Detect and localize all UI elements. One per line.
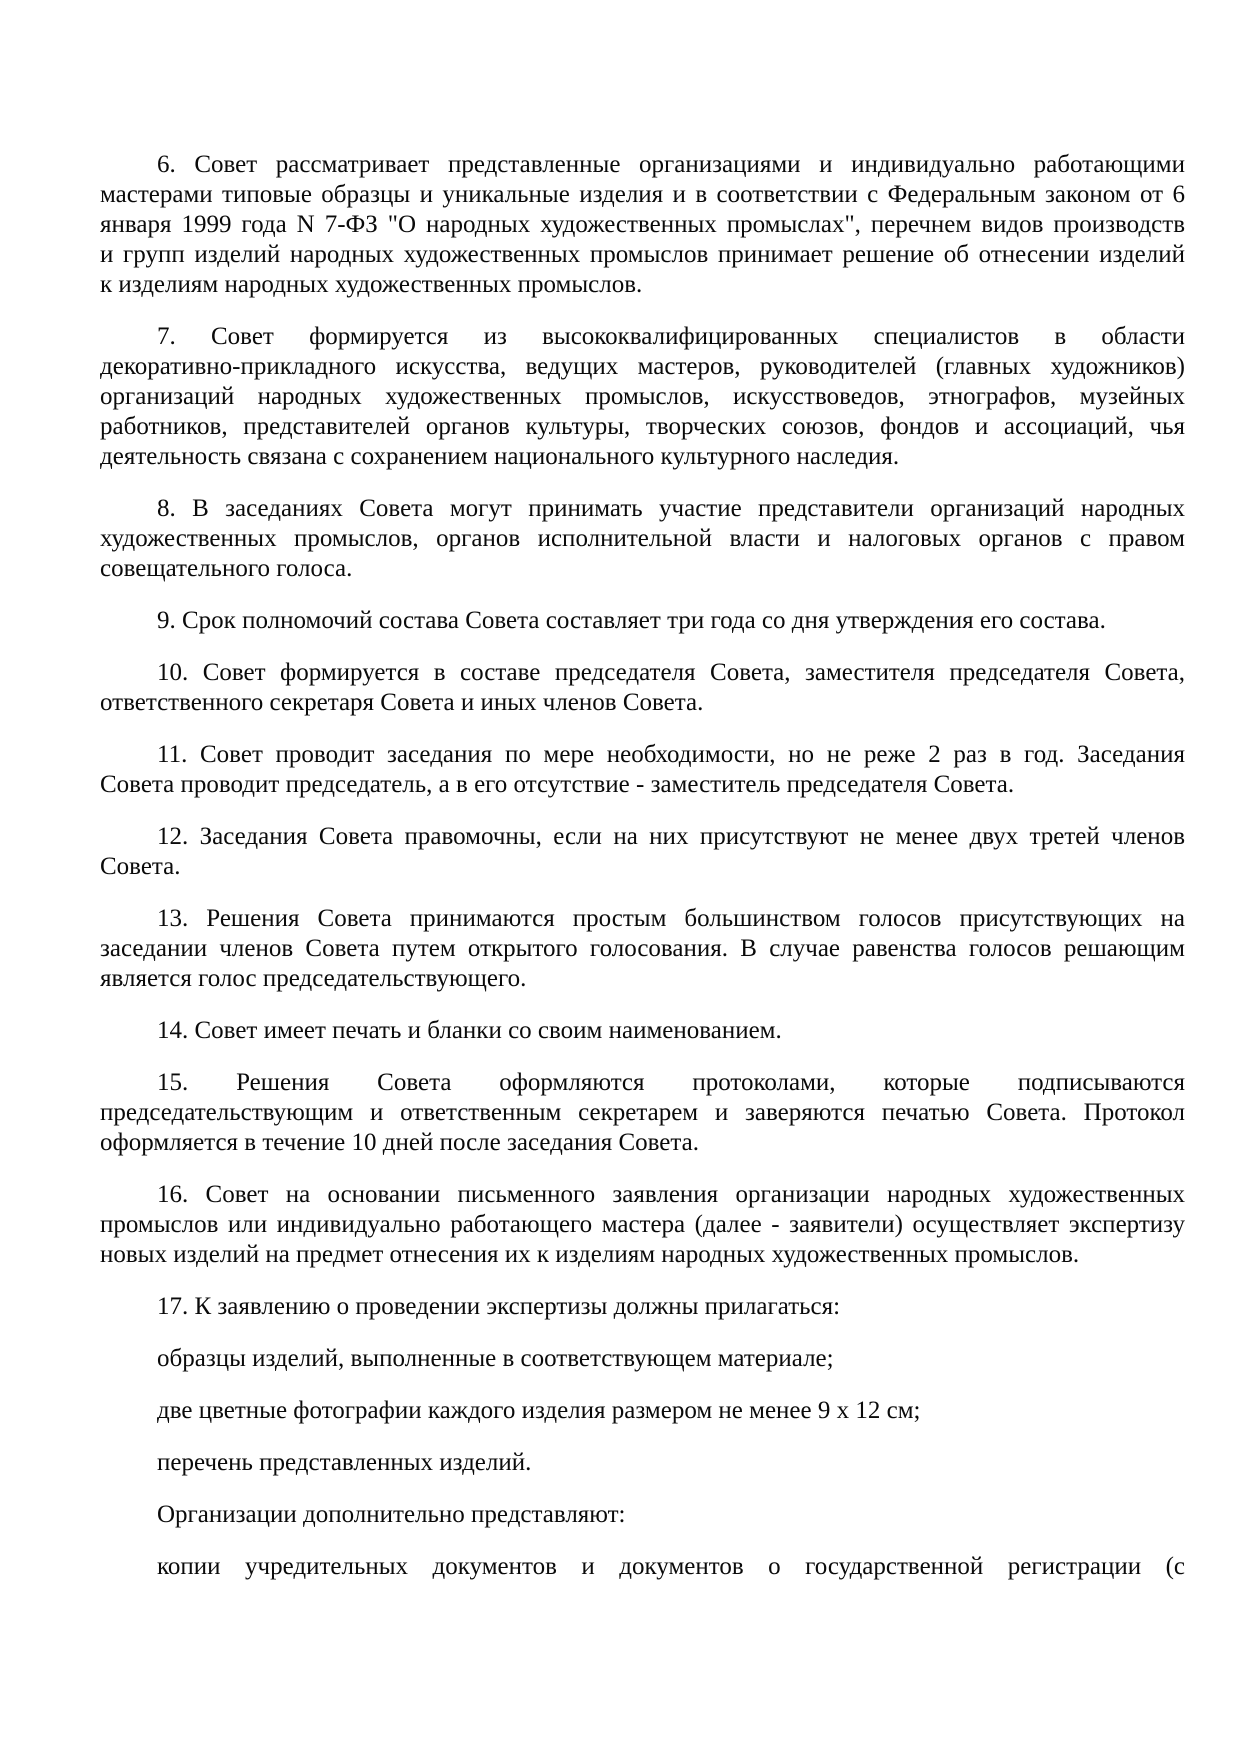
text-line: заседании членов Совета путем открытого голосования. В случае равенства голосов решающим: [100, 935, 1185, 962]
paragraph: [100, 1344, 1185, 1374]
text-line: промыслов или индивидуально работающего мастера (далее - заявители) осуществляет экспертизу: [100, 1211, 1185, 1238]
text-line: 6. Совет рассматривает представленные организациями и индивидуально работающими: [157, 151, 1185, 178]
text-line: 15. Решения Совета оформляются протоколами, которые подписываются: [157, 1069, 1185, 1096]
paragraph: [100, 606, 1185, 636]
text-line: совещательного голоса.: [100, 555, 353, 582]
paragraph: [100, 1068, 1185, 1158]
text-line: 16. Совет на основании письменного заявления организации народных художественных: [157, 1181, 1185, 1208]
text-line: 10. Совет формируется в составе председателя Совета, заместителя председателя Совета,: [157, 659, 1185, 686]
text-line: копии учредительных документов и документов о государственной регистрации (с: [157, 1553, 1185, 1580]
paragraph: [100, 1292, 1185, 1322]
text-line: 17. К заявлению о проведении экспертизы должны прилагаться:: [157, 1293, 841, 1320]
paragraph: [100, 740, 1185, 800]
text-line: 9. Срок полномочий состава Совета составляет три года со дня утверждения его состава.: [157, 607, 1106, 634]
text-line: является голос председательствующего.: [100, 965, 527, 992]
text-line: организаций народных художественных промыслов, искусствоведов, этнографов, музейных: [100, 383, 1185, 410]
text-line: ответственного секретаря Совета и иных членов Совета.: [100, 689, 704, 716]
text-line: к изделиям народных художественных промыслов.: [100, 271, 643, 298]
text-line: образцы изделий, выполненные в соответствующем материале;: [157, 1345, 834, 1372]
document-body: [100, 150, 1185, 1582]
paragraph: [100, 1180, 1185, 1270]
paragraph: [100, 822, 1185, 882]
text-line: 8. В заседаниях Совета могут принимать участие представители организаций народных: [157, 495, 1185, 522]
paragraph: [100, 904, 1185, 994]
text-line: января 1999 года N 7-ФЗ "О народных художественных промыслах", перечнем видов производств: [100, 211, 1185, 238]
text-line: Совета проводит председатель, а в его отсутствие - заместитель председателя Совета.: [100, 771, 1015, 798]
text-line: 11. Совет проводит заседания по мере необходимости, но не реже 2 раз в год. Заседания: [157, 741, 1185, 768]
text-line: работников, представителей органов культуры, творческих союзов, фондов и ассоциаций, чья: [100, 413, 1185, 440]
text-line: 14. Совет имеет печать и бланки со своим наименованием.: [157, 1017, 782, 1044]
text-line: мастерами типовые образцы и уникальные изделия и в соответствии с Федеральным законом от 6: [100, 181, 1185, 208]
text-line: 7. Совет формируется из высококвалифицированных специалистов в области: [157, 323, 1185, 350]
text-line: и групп изделий народных художественных промыслов принимает решение об отнесении изделий: [100, 241, 1185, 268]
text-line: председательствующим и ответственным секретарем и заверяются печатью Совета. Протокол: [100, 1099, 1185, 1126]
text-line: Совета.: [100, 853, 181, 880]
paragraph: [100, 1552, 1185, 1582]
text-line: деятельность связана с сохранением национального культурного наследия.: [100, 443, 900, 470]
text-line: 13. Решения Совета принимаются простым большинством голосов присутствующих на: [157, 905, 1185, 932]
text-line: новых изделий на предмет отнесения их к изделиям народных художественных промыслов.: [100, 1241, 1080, 1268]
paragraph: [100, 322, 1185, 472]
paragraph: [100, 150, 1185, 300]
text-line: две цветные фотографии каждого изделия размером не менее 9 х 12 см;: [157, 1397, 921, 1424]
text-line: Организации дополнительно представляют:: [157, 1501, 626, 1528]
paragraph: [100, 1396, 1185, 1426]
paragraph: [100, 658, 1185, 718]
text-line: оформляется в течение 10 дней после заседания Совета.: [100, 1129, 699, 1156]
paragraph: [100, 494, 1185, 584]
paragraph: [100, 1500, 1185, 1530]
text-line: декоративно-прикладного искусства, ведущих мастеров, руководителей (главных художников): [100, 353, 1185, 380]
paragraph: [100, 1448, 1185, 1478]
text-line: перечень представленных изделий.: [157, 1449, 532, 1476]
paragraph: [100, 1016, 1185, 1046]
text-line: художественных промыслов, органов исполнительной власти и налоговых органов с правом: [100, 525, 1185, 552]
text-line: 12. Заседания Совета правомочны, если на них присутствуют не менее двух третей членов: [157, 823, 1185, 850]
